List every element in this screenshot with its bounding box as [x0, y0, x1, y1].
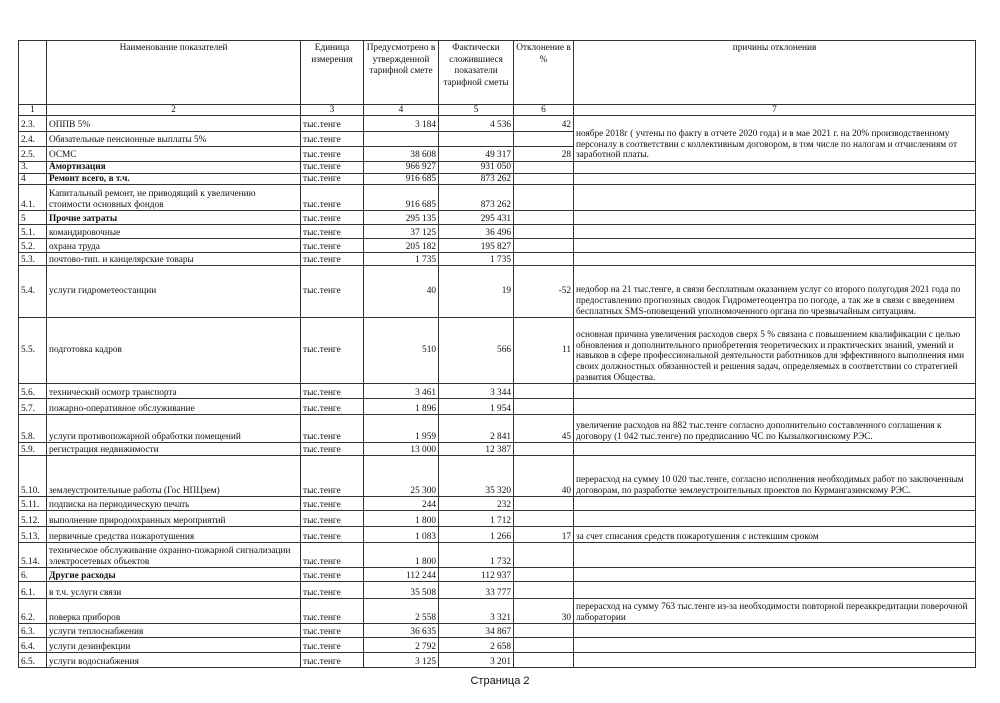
row-number: 3. — [19, 162, 47, 174]
table-row — [19, 239, 976, 253]
row-name: Капитальный ремонт, не приводящий к увеличению стоимости основных фондов — [47, 185, 301, 211]
row-number: 6.2. — [19, 599, 47, 624]
row-planned: 1 800 — [364, 511, 439, 527]
row-planned: 3 461 — [364, 384, 439, 399]
row-deviation: 17 — [514, 527, 574, 543]
row-number: 4 — [19, 173, 47, 185]
table-row — [19, 415, 976, 443]
reason-cell-empty — [574, 497, 976, 511]
row-planned — [364, 132, 439, 147]
table-row — [19, 318, 976, 384]
reason-cell-empty — [574, 225, 976, 239]
index-cell: 1 — [19, 105, 47, 116]
row-name: ОСМС — [47, 147, 301, 162]
table-header-row — [19, 41, 976, 105]
row-planned: 916 685 — [364, 173, 439, 185]
row-number: 5.1. — [19, 225, 47, 239]
row-actual: 3 321 — [439, 599, 514, 624]
row-number: 5.6. — [19, 384, 47, 399]
row-unit: тыс.тенге — [301, 239, 364, 253]
row-number: 5.13. — [19, 527, 47, 543]
row-unit: тыс.тенге — [301, 497, 364, 511]
table-row — [19, 624, 976, 638]
row-name: почтово-тип. и канцелярские товары — [47, 253, 301, 266]
row-planned: 36 635 — [364, 624, 439, 638]
row-unit: тыс.тенге — [301, 162, 364, 174]
row-planned: 2 792 — [364, 638, 439, 653]
row-name: Прочие затраты — [47, 211, 301, 225]
table-row — [19, 225, 976, 239]
reason-cell-empty — [574, 162, 976, 174]
table-row — [19, 162, 976, 174]
row-name: услуги водоснабжения — [47, 653, 301, 668]
row-deviation — [514, 543, 574, 568]
row-planned: 13 000 — [364, 443, 439, 456]
row-actual: 4 536 — [439, 116, 514, 132]
row-unit: тыс.тенге — [301, 399, 364, 415]
table-row — [19, 399, 976, 415]
row-unit: тыс.тенге — [301, 225, 364, 239]
row-unit: тыс.тенге — [301, 415, 364, 443]
header-cell-actual: Фактически сложившиеся показатели тарифной сметы — [439, 41, 514, 105]
row-actual: 873 262 — [439, 173, 514, 185]
reason-cell-fire-treatment: увеличение расходов на 882 тыс.тенге согласно дополнительно составленного соглашения к договору (1 042 тыс.тенге) по предписанию ЧС по Кызылкогинскому РЭС. — [574, 415, 976, 443]
row-deviation — [514, 185, 574, 211]
index-cell: 2 — [47, 105, 301, 116]
row-planned: 1 896 — [364, 399, 439, 415]
row-planned: 112 244 — [364, 568, 439, 582]
row-unit: тыс.тенге — [301, 147, 364, 162]
row-number: 4.1. — [19, 185, 47, 211]
row-actual: 1 732 — [439, 543, 514, 568]
row-planned: 244 — [364, 497, 439, 511]
table-row — [19, 211, 976, 225]
row-unit: тыс.тенге — [301, 384, 364, 399]
reason-cell-empty — [574, 384, 976, 399]
index-cell: 6 — [514, 105, 574, 116]
row-deviation — [514, 497, 574, 511]
reason-cell-empty — [574, 211, 976, 225]
row-number: 5.5. — [19, 318, 47, 384]
row-planned: 1 735 — [364, 253, 439, 266]
row-name: техническое обслуживание охранно-пожарной сигнализации электросетевых объектов — [47, 543, 301, 568]
row-deviation: 30 — [514, 599, 574, 624]
index-cell: 5 — [439, 105, 514, 116]
row-number: 2.3. — [19, 116, 47, 132]
row-number: 6.1. — [19, 582, 47, 599]
table-row — [19, 443, 976, 456]
row-number: 6. — [19, 568, 47, 582]
table-row — [19, 511, 976, 527]
row-deviation: 11 — [514, 318, 574, 384]
row-unit: тыс.тенге — [301, 173, 364, 185]
row-name: регистрация недвижимости — [47, 443, 301, 456]
row-unit: тыс.тенге — [301, 185, 364, 211]
row-name: пожарно-оперативное обслуживание — [47, 399, 301, 415]
row-name: первичные средства пожаротушения — [47, 527, 301, 543]
reason-cell-empty — [574, 253, 976, 266]
row-actual: 873 262 — [439, 185, 514, 211]
row-planned: 1 800 — [364, 543, 439, 568]
row-actual: 232 — [439, 497, 514, 511]
row-actual: 1 735 — [439, 253, 514, 266]
row-planned: 1 959 — [364, 415, 439, 443]
row-deviation: 40 — [514, 456, 574, 497]
row-actual: 2 658 — [439, 638, 514, 653]
row-actual: 34 867 — [439, 624, 514, 638]
row-deviation — [514, 211, 574, 225]
row-planned: 295 135 — [364, 211, 439, 225]
row-number: 6.5. — [19, 653, 47, 668]
row-planned: 2 558 — [364, 599, 439, 624]
header-cell-deviation: Отклонение в % — [514, 41, 574, 105]
row-planned: 37 125 — [364, 225, 439, 239]
row-planned: 3 184 — [364, 116, 439, 132]
row-actual: 35 320 — [439, 456, 514, 497]
row-unit: тыс.тенге — [301, 266, 364, 318]
row-deviation — [514, 173, 574, 185]
reason-cell-empty — [574, 173, 976, 185]
row-actual: 1 266 — [439, 527, 514, 543]
header-cell-name: Наименование показателей — [47, 41, 301, 105]
row-unit: тыс.тенге — [301, 456, 364, 497]
reason-cell-empty — [574, 185, 976, 211]
table-row — [19, 266, 976, 318]
row-actual — [439, 132, 514, 147]
table-row — [19, 638, 976, 653]
row-actual: 36 496 — [439, 225, 514, 239]
row-deviation: -52 — [514, 266, 574, 318]
row-name: ОППВ 5% — [47, 116, 301, 132]
row-actual: 931 050 — [439, 162, 514, 174]
row-name: услуги теплоснабжения — [47, 624, 301, 638]
row-actual: 1 712 — [439, 511, 514, 527]
row-number: 5.4. — [19, 266, 47, 318]
table-row — [19, 384, 976, 399]
header-cell-reason: причины отклонения — [574, 41, 976, 105]
row-name: командировочные — [47, 225, 301, 239]
row-name: подготовка кадров — [47, 318, 301, 384]
row-unit: тыс.тенге — [301, 318, 364, 384]
row-planned: 916 685 — [364, 185, 439, 211]
table-row — [19, 497, 976, 511]
row-number: 5.9. — [19, 443, 47, 456]
table-row — [19, 116, 976, 132]
reason-cell-land: перерасход на сумму 10 020 тыс.тенге, согласно исполнения необходимых работ по заключенным договорам, по разработке землеустроительных проектов по Курмангазинскому РЭС. — [574, 456, 976, 497]
reason-cell-hydromet: недобор на 21 тыс.тенге, в связи бесплатным оказанием услуг со второго полугодия 2021 года по предоставлению прогнозных сводок Гидрометеоцентра по погоде, а так же в связи с введением бесплатных SMS-оповещений уполномоченного органа по чрезвычайным ситуациям. — [574, 266, 976, 318]
row-unit: тыс.тенге — [301, 638, 364, 653]
row-name: Другие расходы — [47, 568, 301, 582]
table-row — [19, 568, 976, 582]
row-name: технический осмотр транспорта — [47, 384, 301, 399]
reason-cell-empty — [574, 624, 976, 638]
row-deviation — [514, 443, 574, 456]
table-row — [19, 527, 976, 543]
row-actual: 12 387 — [439, 443, 514, 456]
row-name: Амортизация — [47, 162, 301, 174]
row-number: 5.10. — [19, 456, 47, 497]
row-actual: 566 — [439, 318, 514, 384]
row-deviation — [514, 568, 574, 582]
row-name: услуги дезинфекции — [47, 638, 301, 653]
row-actual: 33 777 — [439, 582, 514, 599]
row-unit: тыс.тенге — [301, 543, 364, 568]
column-index-row — [19, 105, 976, 116]
row-unit: тыс.тенге — [301, 132, 364, 147]
row-deviation: 45 — [514, 415, 574, 443]
row-name: поверка приборов — [47, 599, 301, 624]
row-deviation — [514, 399, 574, 415]
row-actual: 2 841 — [439, 415, 514, 443]
row-planned: 510 — [364, 318, 439, 384]
row-planned: 1 083 — [364, 527, 439, 543]
row-unit: тыс.тенге — [301, 624, 364, 638]
row-actual: 112 937 — [439, 568, 514, 582]
row-deviation: 42 — [514, 116, 574, 132]
row-actual: 295 431 — [439, 211, 514, 225]
row-name: выполнение природоохранных мероприятий — [47, 511, 301, 527]
row-planned: 966 927 — [364, 162, 439, 174]
row-unit: тыс.тенге — [301, 653, 364, 668]
row-number: 5.3. — [19, 253, 47, 266]
row-name: услуги гидрометеостанции — [47, 266, 301, 318]
reason-cell-empty — [574, 399, 976, 415]
row-unit: тыс.тенге — [301, 511, 364, 527]
row-deviation — [514, 239, 574, 253]
row-deviation — [514, 653, 574, 668]
row-planned: 205 182 — [364, 239, 439, 253]
row-number: 5.12. — [19, 511, 47, 527]
row-unit: тыс.тенге — [301, 211, 364, 225]
page-number-label: Страница 2 — [470, 675, 530, 687]
reason-cell-empty — [574, 543, 976, 568]
row-actual: 1 954 — [439, 399, 514, 415]
header-cell-planned: Предусмотрено в утвержденной тарифной смете — [364, 41, 439, 105]
row-number: 5.8. — [19, 415, 47, 443]
row-deviation: 28 — [514, 147, 574, 162]
row-number: 5.14. — [19, 543, 47, 568]
row-number: 2.4. — [19, 132, 47, 147]
cost-estimate-table — [18, 40, 976, 668]
row-actual: 195 827 — [439, 239, 514, 253]
reason-cell-empty — [574, 568, 976, 582]
row-planned: 40 — [364, 266, 439, 318]
header-cell-unit: Единица измерения — [301, 41, 364, 105]
row-number: 6.3. — [19, 624, 47, 638]
reason-cell-empty — [574, 239, 976, 253]
reason-cell-empty — [574, 653, 976, 668]
index-cell: 4 — [364, 105, 439, 116]
row-actual: 3 344 — [439, 384, 514, 399]
table-row — [19, 599, 976, 624]
table-row — [19, 456, 976, 497]
row-deviation — [514, 638, 574, 653]
row-number: 5.11. — [19, 497, 47, 511]
row-name: Ремонт всего, в т.ч. — [47, 173, 301, 185]
reason-cell-calibration: перерасход на сумму 763 тыс.тенге из-за необходимости повторной переаккредитации поверочной лаборатории — [574, 599, 976, 624]
table-row — [19, 582, 976, 599]
table-row — [19, 253, 976, 266]
row-number: 6.4. — [19, 638, 47, 653]
row-name: Обязательные пенсионные выплаты 5% — [47, 132, 301, 147]
row-deviation — [514, 132, 574, 147]
row-planned: 3 125 — [364, 653, 439, 668]
reason-cell-empty — [574, 443, 976, 456]
row-name: услуги противопожарной обработки помещений — [47, 415, 301, 443]
row-planned: 35 508 — [364, 582, 439, 599]
row-name: подписка на периодическую печать — [47, 497, 301, 511]
row-number: 5.2. — [19, 239, 47, 253]
row-unit: тыс.тенге — [301, 527, 364, 543]
row-actual: 49 317 — [439, 147, 514, 162]
row-planned: 38 608 — [364, 147, 439, 162]
row-unit: тыс.тенге — [301, 582, 364, 599]
row-name: в т.ч. услуги связи — [47, 582, 301, 599]
row-deviation — [514, 511, 574, 527]
reason-cell-empty — [574, 638, 976, 653]
row-planned: 25 300 — [364, 456, 439, 497]
row-number: 5 — [19, 211, 47, 225]
row-unit: тыс.тенге — [301, 568, 364, 582]
row-unit: тыс.тенге — [301, 443, 364, 456]
reason-cell-salary: ноябре 2018г ( учтены по факту в отчете 2020 года) и в мае 2021 г. на 20% производственному персоналу в соответствии с коллективным договором, в том числе по налогам и отчислениям от заработной платы. — [574, 116, 976, 162]
row-unit: тыс.тенге — [301, 599, 364, 624]
row-deviation — [514, 253, 574, 266]
table-row — [19, 543, 976, 568]
header-cell-number — [19, 41, 47, 105]
row-deviation — [514, 582, 574, 599]
row-number: 5.7. — [19, 399, 47, 415]
row-deviation — [514, 225, 574, 239]
row-deviation — [514, 384, 574, 399]
reason-cell-training: основная причина увеличения расходов сверх 5 % связана с повышением квалификации с целью обновления и дополнительного приобретения теоретических и практических знаний, умений и навыков в сфере профессиональной деятельности работников для эффективного выполнения ими своих должностных обязанностей и решения задач, определяемых в соответствии со стратегией развития Общества. — [574, 318, 976, 384]
index-cell: 3 — [301, 105, 364, 116]
table-row — [19, 173, 976, 185]
table-row — [19, 185, 976, 211]
row-unit: тыс.тенге — [301, 253, 364, 266]
index-cell: 7 — [574, 105, 976, 116]
row-actual: 19 — [439, 266, 514, 318]
row-deviation — [514, 162, 574, 174]
row-number: 2.5. — [19, 147, 47, 162]
reason-cell-extinguishers: за счет списания средств пожаротушения с истекшим сроком — [574, 527, 976, 543]
table-row — [19, 653, 976, 668]
reason-cell-empty — [574, 582, 976, 599]
row-unit: тыс.тенге — [301, 116, 364, 132]
row-name: землеустроительные работы (Гос НПЦзем) — [47, 456, 301, 497]
row-deviation — [514, 624, 574, 638]
row-actual: 3 201 — [439, 653, 514, 668]
reason-cell-empty — [574, 511, 976, 527]
row-name: охрана труда — [47, 239, 301, 253]
